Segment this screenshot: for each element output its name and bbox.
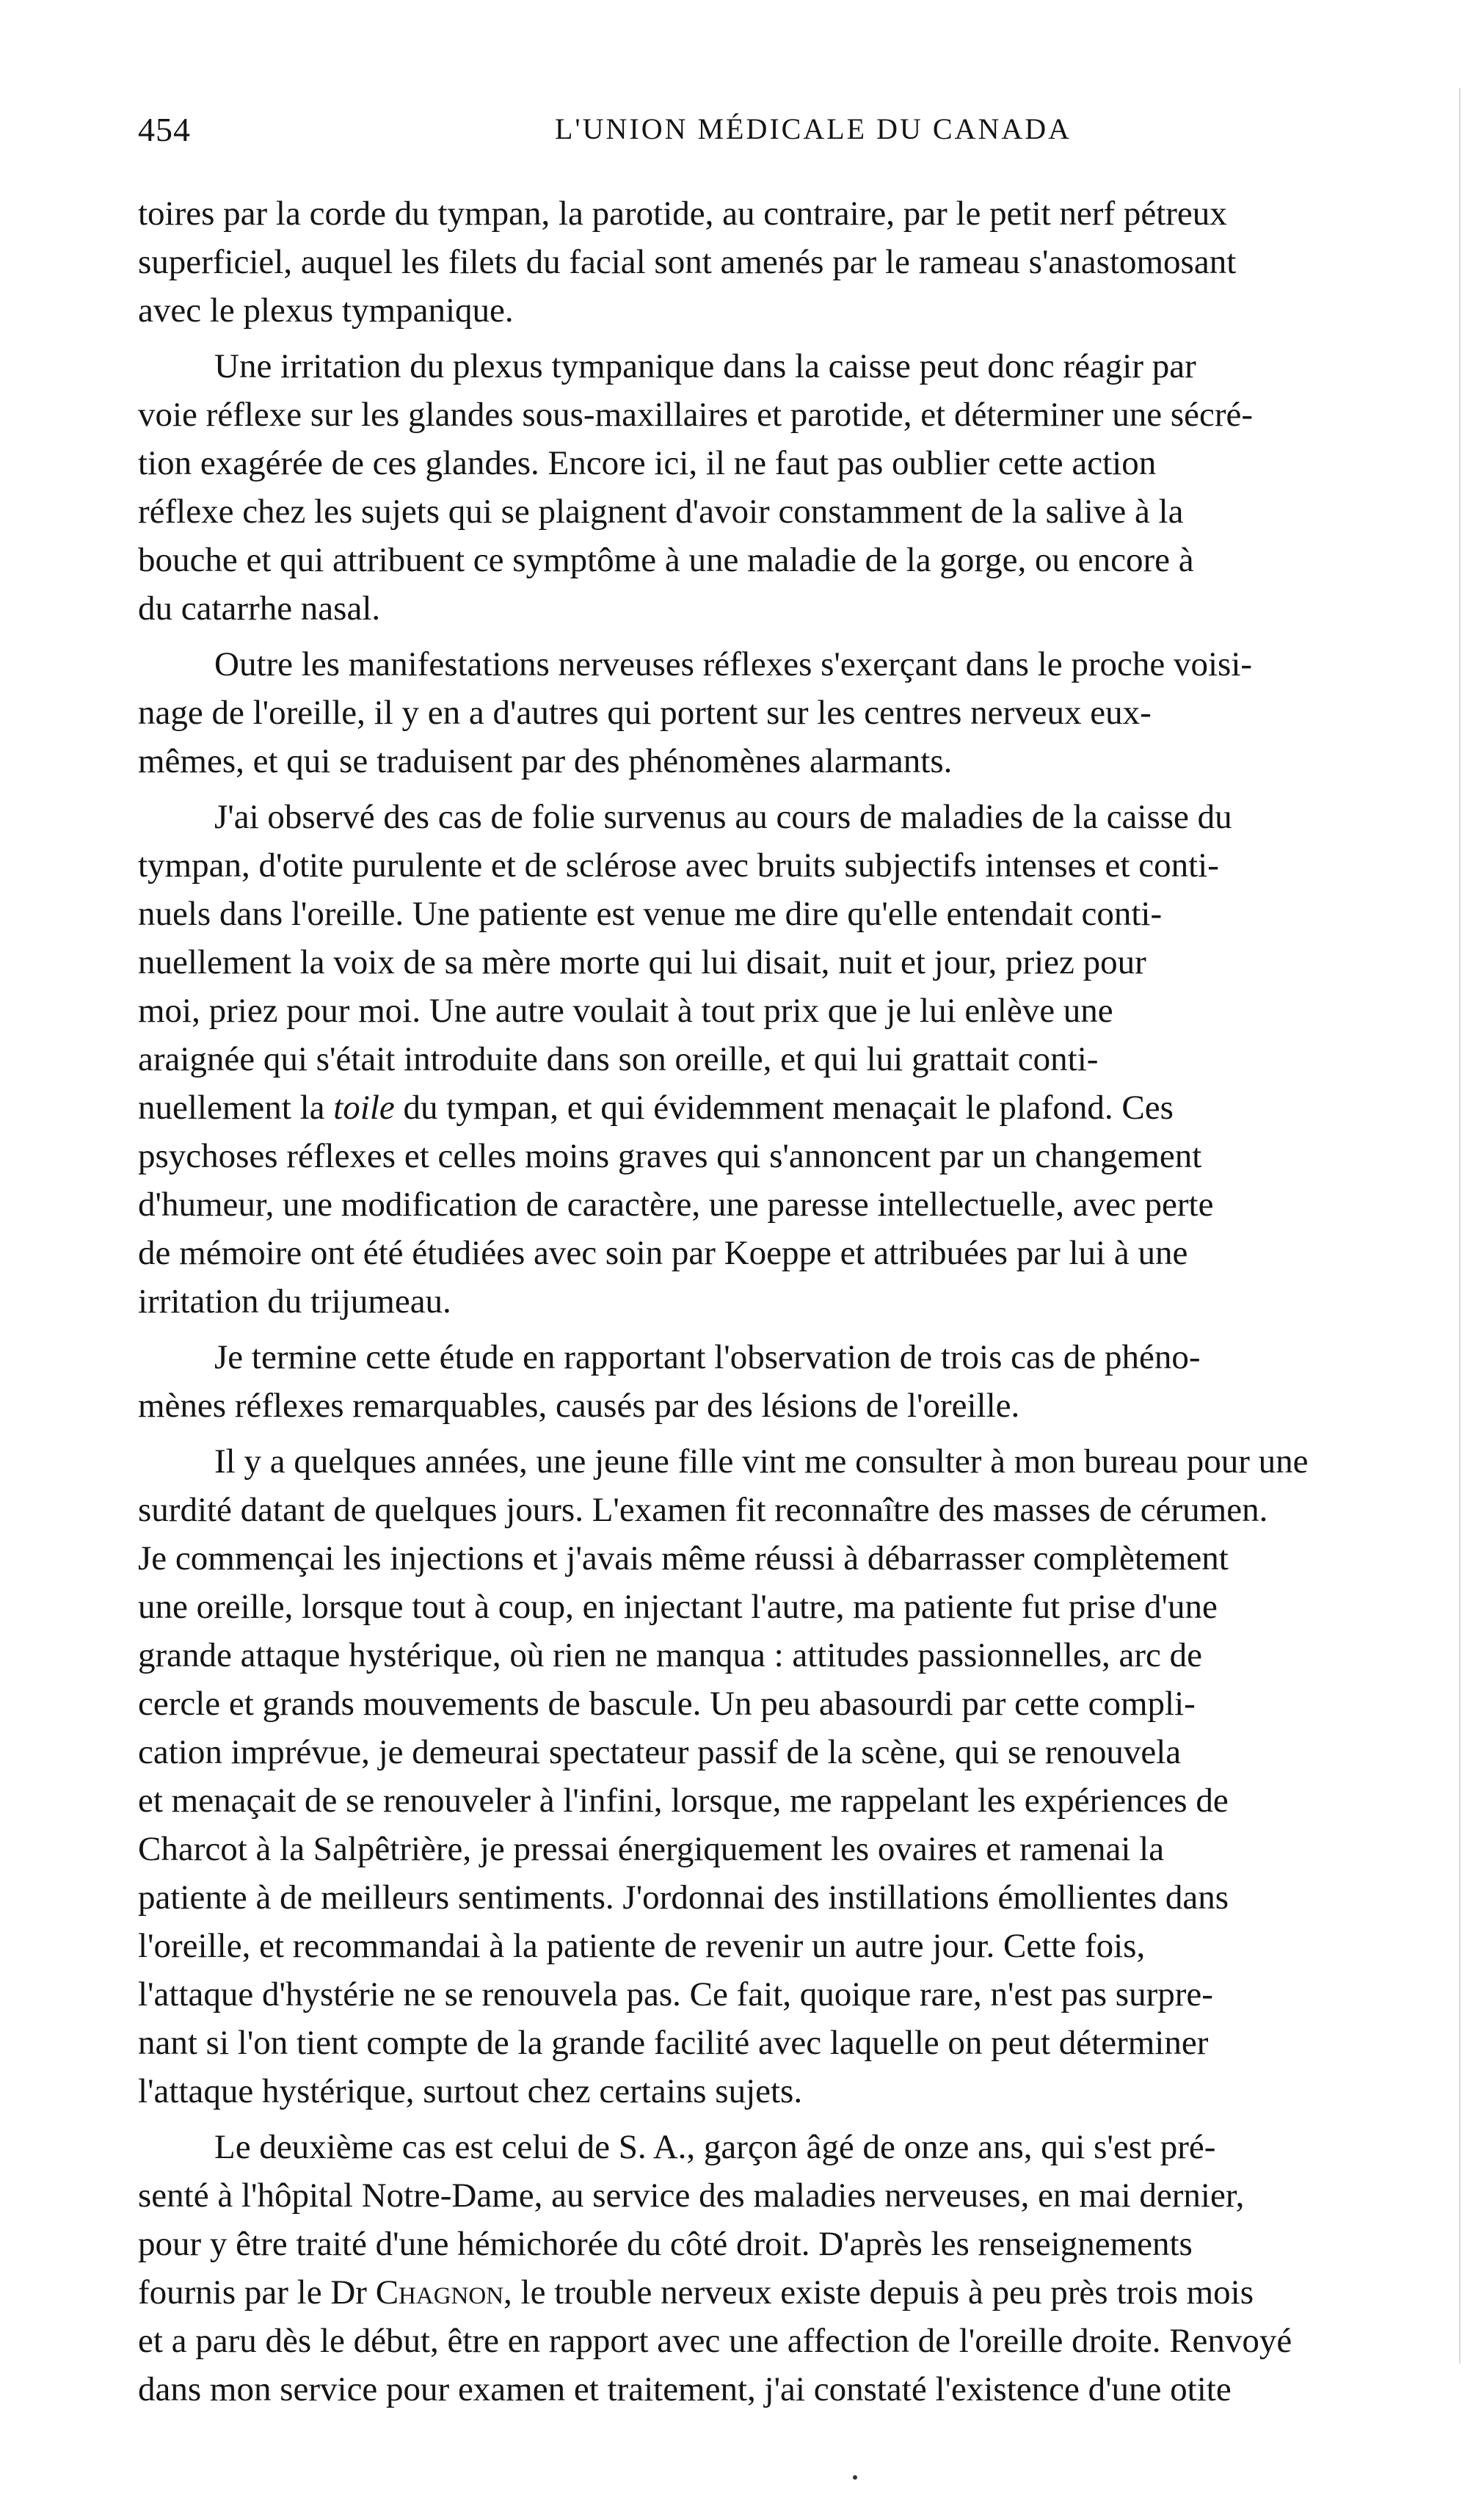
text-line: l'oreille, et recommandai à la patiente de revenir un autre jour. Cette fois, bbox=[138, 1927, 1146, 1965]
text-line: et a paru dès le début, être en rapport avec une affection de l'oreille droite. Renvoyé bbox=[138, 2322, 1292, 2360]
text-line: grande attaque hystérique, où rien ne manqua : attitudes passionnelles, arc de bbox=[138, 1636, 1202, 1674]
paragraph bbox=[138, 2123, 1378, 2414]
text-line: Le deuxième cas est celui de S. A., garçon âgé de onze ans, qui s'est pré- bbox=[214, 2128, 1216, 2166]
text-line: avec le plexus tympanique. bbox=[138, 291, 514, 330]
paragraph bbox=[138, 1333, 1378, 1430]
page-header bbox=[138, 110, 1371, 161]
paragraph bbox=[138, 793, 1378, 1326]
text-line: nuellement la voix de sa mère morte qui lui disait, nuit et jour, priez pour bbox=[138, 943, 1146, 981]
text-line: moi, priez pour moi. Une autre voulait à tout prix que je lui enlève une bbox=[138, 992, 1113, 1030]
text-line bbox=[138, 1083, 1378, 1132]
running-title: L'UNION MÉDICALE DU CANADA bbox=[554, 112, 1072, 145]
text-line: mènes réflexes remarquables, causés par des lésions de l'oreille. bbox=[138, 1387, 1020, 1425]
text-fragment: fournis par le Dr bbox=[138, 2273, 376, 2312]
text-line: tympan, d'otite purulente et de sclérose avec bruits subjectifs intenses et conti- bbox=[138, 846, 1219, 885]
paragraph bbox=[138, 189, 1378, 335]
text-line: nage de l'oreille, il y en a d'autres qui portent sur les centres nerveux eux- bbox=[138, 694, 1152, 732]
text-fragment: du tympan, et qui évidemment menaçait le plafond. Ces bbox=[394, 1089, 1174, 1127]
paragraph bbox=[138, 1437, 1378, 2116]
text-line: cation imprévue, je demeurai spectateur passif de la scène, qui se renouvela bbox=[138, 1733, 1182, 1771]
author-name: Chagnon bbox=[375, 2273, 504, 2312]
paragraph bbox=[138, 640, 1378, 785]
page-edge-shadow bbox=[1459, 88, 1461, 2364]
text-line: et menaçait de se renouveler à l'infini, lorsque, me rappelant les expériences de bbox=[138, 1782, 1229, 1820]
text-line: toires par la corde du tympan, la parotide, au contraire, par le petit nerf pétreux bbox=[138, 195, 1227, 233]
text-line: mêmes, et qui se traduisent par des phénomènes alarmants. bbox=[138, 742, 953, 780]
text-line: réflexe chez les sujets qui se plaignent d'avoir constamment de la salive à la bbox=[138, 493, 1184, 531]
ink-speck bbox=[853, 2475, 857, 2480]
text-fragment: nuellement la bbox=[138, 1089, 334, 1127]
text-line: de mémoire ont été étudiées avec soin par Koeppe et attribuées par lui à une bbox=[138, 1234, 1188, 1272]
text-line: d'humeur, une modification de caractère, une paresse intellectuelle, avec perte bbox=[138, 1185, 1214, 1224]
text-line: pour y être traité d'une hémichorée du côté droit. D'après les renseignements bbox=[138, 2225, 1193, 2263]
text-line: dans mon service pour examen et traitement, j'ai constaté l'existence d'une otite bbox=[138, 2370, 1232, 2408]
text-line: nant si l'on tient compte de la grande facilité avec laquelle on peut déterminer bbox=[138, 2024, 1209, 2062]
text-line: nuels dans l'oreille. Une patiente est venue me dire qu'elle entendait conti- bbox=[138, 895, 1163, 933]
text-line: surdité datant de quelques jours. L'examen fit reconnaître des masses de cérumen. bbox=[138, 1491, 1268, 1529]
text-line: psychoses réflexes et celles moins graves qui s'annoncent par un changement bbox=[138, 1137, 1202, 1175]
paragraph bbox=[138, 342, 1378, 633]
text-line: J'ai observé des cas de folie survenus au cours de maladies de la caisse du bbox=[214, 798, 1232, 836]
text-line: Je commençai les injections et j'avais même réussi à débarrasser complètement bbox=[138, 1539, 1229, 1577]
text-line: patiente à de meilleurs sentiments. J'ordonnai des instillations émollientes dans bbox=[138, 1878, 1229, 1917]
text-line: tion exagérée de ces glandes. Encore ici, il ne faut pas oublier cette action bbox=[138, 444, 1157, 482]
text-line: Il y a quelques années, une jeune fille vint me consulter à mon bureau pour une bbox=[214, 1442, 1309, 1481]
page-number: 454 bbox=[138, 111, 191, 148]
text-line: du catarrhe nasal. bbox=[138, 589, 381, 628]
text-line: Je termine cette étude en rapportant l'observation de trois cas de phéno- bbox=[214, 1338, 1201, 1376]
text-line: Une irritation du plexus tympanique dans la caisse peut donc réagir par bbox=[214, 347, 1196, 385]
body-text bbox=[138, 189, 1378, 2421]
text-line: bouche et qui attribuent ce symptôme à une maladie de la gorge, ou encore à bbox=[138, 541, 1194, 579]
text-line: voie réflexe sur les glandes sous-maxillaires et parotide, et déterminer une sécré- bbox=[138, 396, 1254, 434]
text-line: senté à l'hôpital Notre-Dame, au service des maladies nerveuses, en mai dernier, bbox=[138, 2176, 1245, 2215]
text-line: une oreille, lorsque tout à coup, en injectant l'autre, ma patiente fut prise d'une bbox=[138, 1588, 1218, 1626]
text-line: araignée qui s'était introduite dans son oreille, et qui lui grattait conti- bbox=[138, 1040, 1099, 1078]
text-line: irritation du trijumeau. bbox=[138, 1282, 451, 1321]
text-line: l'attaque hystérique, surtout chez certains sujets. bbox=[138, 2072, 803, 2110]
text-line: Charcot à la Salpêtrière, je pressai énergiquement les ovaires et ramenai la bbox=[138, 1830, 1165, 1868]
text-line: Outre les manifestations nerveuses réflexes s'exerçant dans le proche voisi- bbox=[214, 645, 1253, 683]
text-line: superficiel, auquel les filets du facial sont amenés par le rameau s'anastomosant bbox=[138, 243, 1237, 281]
text-line bbox=[138, 2268, 1378, 2317]
text-fragment: , le trouble nerveux existe depuis à peu près trois mois bbox=[503, 2273, 1254, 2312]
text-line: cercle et grands mouvements de bascule. Un peu abasourdi par cette compli- bbox=[138, 1685, 1196, 1723]
italic-word: toile bbox=[333, 1089, 395, 1127]
text-line: l'attaque d'hystérie ne se renouvela pas. Ce fait, quoique rare, n'est pas surpre- bbox=[138, 1975, 1213, 2014]
